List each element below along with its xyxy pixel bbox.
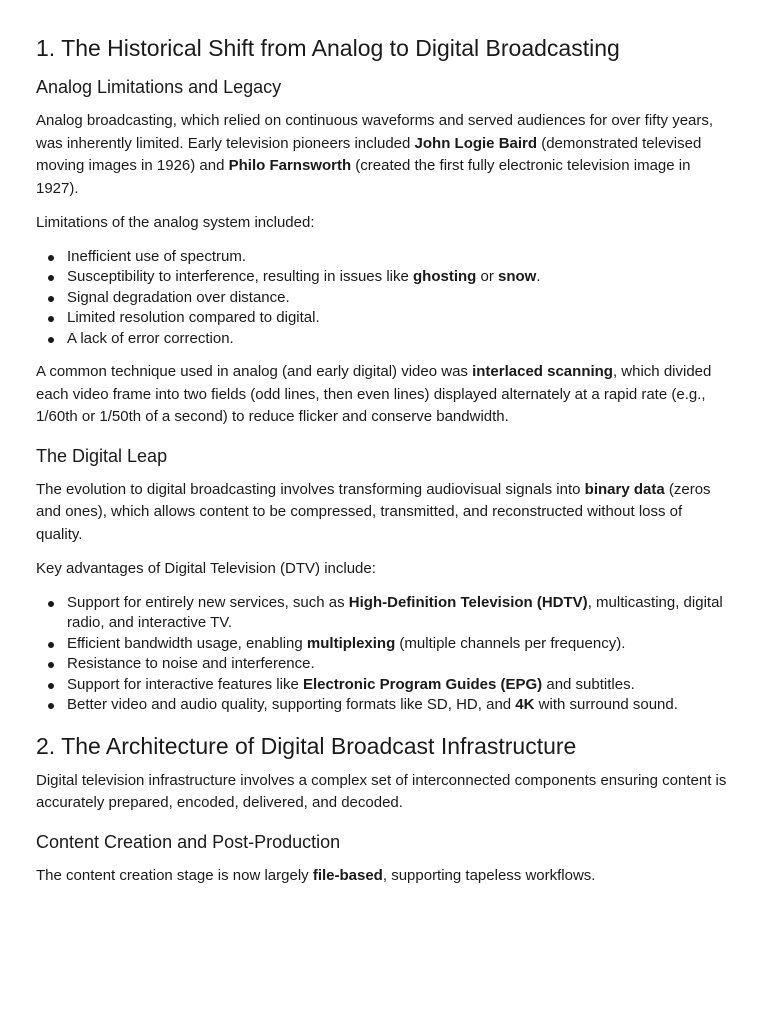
bullet-icon (48, 703, 54, 709)
list-item-text: and subtitles. (542, 675, 635, 693)
list-item-bold-text: snow (498, 268, 537, 285)
section1-title: 1. The Historical Shift from Analog to Digital Broadcasting (36, 35, 620, 61)
bullet-icon (48, 316, 54, 322)
bullet-icon (48, 601, 54, 607)
paragraph-bold-text: file-based (312, 866, 383, 884)
list-item-text: Support for interactive features like (67, 675, 303, 693)
list-item (67, 634, 732, 655)
digital-paragraph-2: Key advantages of Digital Television (DTV) include: (36, 560, 376, 577)
list-item-text: Support for entirely new services, such as (67, 593, 349, 611)
list-item (67, 308, 732, 329)
analog-limitations-list (36, 247, 732, 350)
list-item (67, 593, 732, 634)
paragraph-text: Analog broadcasting, which relied on continuous waveforms and served audiences for over fifty years, was inherently limited. Early television pioneers included (36, 112, 714, 152)
paragraph-text: The evolution to digital broadcasting involves transforming audiovisual signals into (36, 480, 585, 498)
content-creation-heading: Content Creation and Post-Production (36, 831, 341, 852)
section2-title: 2. The Architecture of Digital Broadcast Infrastructure (36, 732, 577, 759)
list-item (67, 675, 732, 696)
list-item-bold-text: 4K (515, 696, 535, 713)
list-item-text: (multiple channels per frequency). (395, 634, 626, 652)
paragraph-text: A common technique used in analog (and early digital) video was (36, 363, 473, 380)
paragraph-text: The content creation stage is now largely (36, 866, 313, 884)
list-item-text: or (476, 268, 499, 285)
list-item-text: . (536, 268, 541, 285)
analog-paragraph-2: Limitations of the analog system included: (36, 214, 315, 231)
paragraph-bold-text: interlaced scanning (472, 363, 613, 380)
bullet-icon (48, 296, 54, 302)
analog-paragraph-1 (36, 110, 732, 200)
list-item (67, 329, 732, 350)
list-item (67, 654, 732, 675)
bullet-icon (48, 662, 54, 668)
paragraph-text: (zeros and ones), which allows content to be compressed, transmitted, and reconstructed without loss of quality. (36, 480, 711, 543)
list-item (67, 247, 732, 268)
bullet-icon (48, 642, 54, 648)
list-item-text: Efficient bandwidth usage, enabling (67, 634, 307, 652)
list-item (67, 695, 732, 716)
paragraph-text: (created the first fully electronic television image in 1927). (36, 157, 691, 197)
list-item-text: Limited resolution compared to digital. (67, 309, 320, 326)
list-item-bold-text: High-Definition Television (HDTV) (348, 593, 588, 611)
paragraph-bold-text: John Logie Baird (414, 134, 538, 152)
list-item-text: Signal degradation over distance. (67, 288, 290, 306)
analog-paragraph-3 (36, 361, 732, 429)
analog-heading: Analog Limitations and Legacy (36, 77, 282, 97)
bullet-icon (48, 683, 54, 689)
list-item-text: Inefficient use of spectrum. (67, 247, 246, 265)
list-item (67, 267, 732, 288)
list-item-text: Susceptibility to interference, resulting in issues like (67, 268, 413, 285)
digital-heading: The Digital Leap (36, 445, 168, 466)
section2-paragraph-1: Digital television infrastructure involves a complex set of interconnected components ensuring content is accurately prepared, encoded, delivered, and decoded. (36, 771, 727, 811)
paragraph-text: , supporting tapeless workflows. (382, 866, 596, 884)
paragraph-bold-text: binary data (584, 480, 665, 498)
bullet-icon (48, 275, 54, 281)
list-item-bold-text: multiplexing (306, 634, 396, 652)
paragraph-text: (demonstrated televised moving images in 1926) and (36, 134, 702, 174)
list-item-text: A lack of error correction. (67, 329, 234, 347)
paragraph-bold-text: Philo Farnsworth (228, 157, 352, 174)
bullet-icon (48, 255, 54, 261)
content-creation-paragraph-1 (36, 865, 732, 888)
list-item (67, 288, 732, 309)
list-item-text: Resistance to noise and interference. (67, 655, 315, 672)
list-item-text: Better video and audio quality, supporting formats like SD, HD, and (67, 696, 516, 713)
bullet-icon (48, 337, 54, 343)
digital-paragraph-1 (36, 479, 732, 547)
paragraph-text: , which divided each video frame into two fields (odd lines, then even lines) displayed alternately at a rapid rate (e.g., 1/60th or 1/50th of a second) to reduce flicker and conserve bandwidth. (36, 363, 712, 425)
list-item-bold-text: ghosting (413, 268, 477, 285)
list-item-text: with surround sound. (534, 696, 678, 713)
digital-advantages-list (36, 593, 732, 716)
list-item-text: , multicasting, digital radio, and interactive TV. (67, 593, 723, 631)
list-item-bold-text: Electronic Program Guides (EPG) (302, 675, 543, 693)
